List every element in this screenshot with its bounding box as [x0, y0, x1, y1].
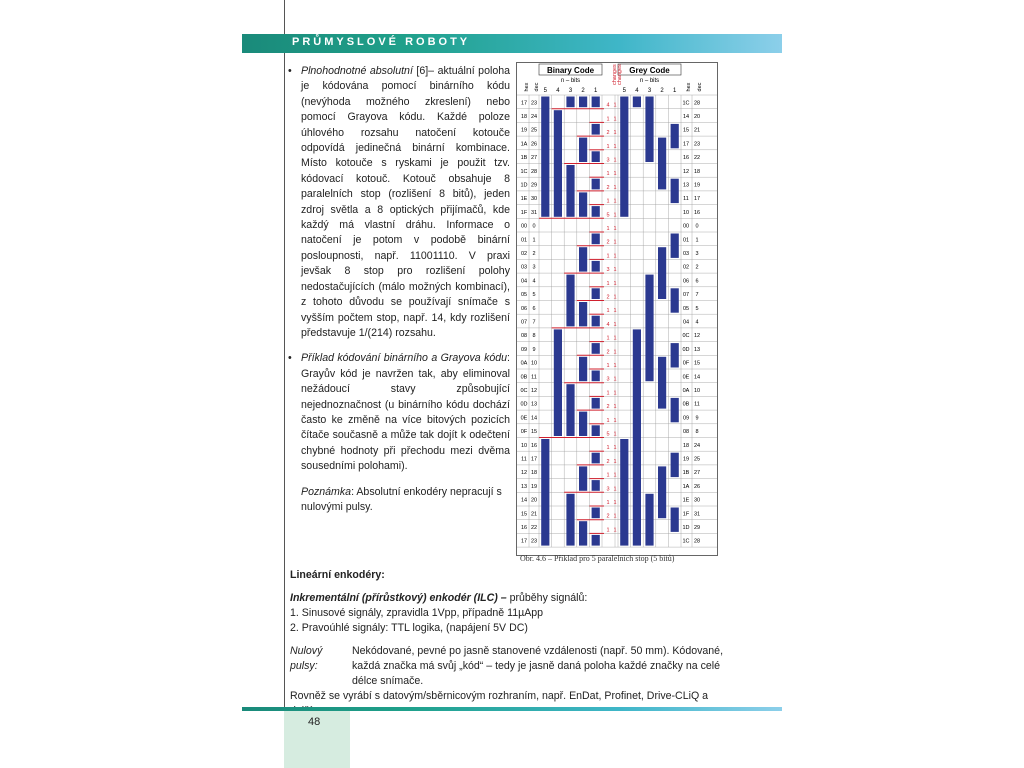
change-count: 5 — [606, 431, 610, 438]
hex-cell: 13 — [520, 483, 528, 490]
hex-cell: 0F — [682, 360, 690, 367]
dec-cell: 10 — [530, 360, 538, 367]
hex-cell: 14 — [682, 114, 690, 121]
grey-track-bar — [658, 466, 666, 518]
change-count: 1 — [613, 431, 617, 438]
hex-cell: 05 — [682, 305, 690, 312]
section-title: Lineární enkodéry: — [290, 569, 385, 581]
dec-cell: 14 — [530, 415, 538, 422]
change-count: 1 — [613, 527, 617, 534]
hex-cell: 11 — [683, 196, 689, 203]
figure-caption: Obr. 4.6 – Příklad pro 5 paralelních stop (5 bitů) — [520, 554, 675, 563]
dec-cell: 7 — [695, 292, 699, 299]
dec-cell: 0 — [532, 223, 536, 230]
change-count: 1 — [613, 171, 617, 178]
change-count: 1 — [613, 143, 617, 150]
change-count: 1 — [613, 239, 617, 246]
change-count: 1 — [613, 280, 617, 287]
change-count: 5 — [606, 212, 610, 219]
grey-track-bar — [671, 234, 679, 258]
dec-cell: 24 — [530, 114, 538, 121]
hex-cell: 1D — [682, 525, 690, 532]
binary-track-bar — [541, 97, 549, 217]
ilc-title: Inkrementální (přírůstkový) enkodér (ILC) – — [290, 592, 507, 604]
note-title: Poznámka — [301, 485, 352, 498]
hex-cell: 18 — [520, 114, 528, 121]
change-count: 1 — [613, 198, 617, 205]
binary-track-bar — [579, 138, 587, 162]
hex-header: hex — [686, 82, 692, 92]
hex-cell: 02 — [682, 264, 690, 271]
change-count: 1 — [606, 226, 610, 232]
hex-cell: 01 — [682, 237, 690, 244]
change-count: 1 — [613, 513, 617, 520]
binary-track-bar — [592, 288, 600, 299]
change-count: 1 — [606, 253, 610, 260]
change-count: 1 — [606, 417, 610, 424]
binary-track-bar — [592, 261, 600, 272]
bit-header: 5 — [543, 88, 547, 94]
dec-cell: 2 — [532, 251, 536, 258]
bit-header: 5 — [622, 88, 626, 94]
page-number: 48 — [308, 716, 321, 728]
dec-cell: 10 — [693, 388, 701, 395]
change-count: 2 — [606, 404, 610, 411]
bit-header: 3 — [647, 88, 652, 94]
p2-title: Příklad kódování binárního a Grayova kódu — [301, 352, 508, 365]
dec-cell: 4 — [532, 278, 536, 285]
change-count: 1 — [613, 184, 617, 191]
hex-cell: 0C — [682, 333, 690, 340]
hex-cell: 1E — [520, 196, 528, 203]
change-count: 1 — [606, 527, 610, 534]
grey-track-bar — [645, 97, 653, 163]
dec-cell: 17 — [693, 196, 701, 203]
binary-track-bar — [579, 247, 587, 271]
binary-track-bar — [554, 110, 562, 217]
dec-cell: 18 — [530, 470, 538, 477]
change-count: 1 — [613, 335, 617, 342]
grey-track-bar — [671, 124, 679, 148]
note — [288, 485, 510, 516]
dec-cell: 5 — [695, 305, 699, 312]
change-count: 1 — [613, 363, 617, 369]
hex-cell: 07 — [682, 292, 690, 299]
hex-cell: 15 — [520, 511, 528, 518]
binary-track-bar — [592, 480, 600, 491]
change-count: 1 — [613, 376, 617, 383]
dec-cell: 2 — [695, 264, 699, 271]
dec-cell: 15 — [530, 429, 538, 436]
dec-cell: 17 — [530, 456, 538, 463]
grey-track-bar — [671, 179, 679, 203]
p1-title: Plnohodnotné absolutní — [301, 65, 413, 77]
hex-cell: 1C — [682, 538, 690, 545]
change-count: 2 — [606, 184, 610, 191]
dec-cell: 11 — [531, 374, 537, 381]
change-count: 1 — [613, 226, 617, 232]
hex-cell: 0B — [520, 374, 528, 381]
change-count: 4 — [606, 321, 610, 328]
binary-track-bar — [592, 97, 600, 108]
dec-cell: 31 — [693, 511, 701, 518]
hex-cell: 1C — [682, 100, 690, 107]
binary-track-bar — [554, 329, 562, 436]
hex-cell: 0C — [520, 388, 528, 395]
hex-cell: 1B — [520, 155, 528, 162]
change-count: 1 — [613, 472, 617, 479]
hex-cell: 01 — [520, 237, 528, 244]
dec-cell: 21 — [530, 511, 538, 518]
dec-header: dec — [534, 82, 540, 92]
hex-cell: 04 — [520, 278, 528, 285]
hex-cell: 1A — [682, 483, 690, 490]
binary-track-bar — [579, 357, 587, 381]
bit-header: 2 — [660, 88, 664, 94]
page-header-title: PRŮMYSLOVÉ ROBOTY — [292, 36, 471, 48]
dec-cell: 23 — [693, 141, 701, 148]
dec-cell: 9 — [695, 415, 699, 422]
change-count: 4 — [606, 102, 610, 109]
hex-cell: 03 — [520, 264, 528, 271]
note-text: : Absolutní enkodéry nepracují s nulovými pulsy. — [301, 485, 502, 513]
binary-track-bar — [579, 192, 587, 216]
dec-cell: 28 — [693, 100, 701, 107]
change-count: 1 — [606, 143, 610, 150]
binary-track-bar — [592, 425, 600, 436]
hex-cell: 00 — [520, 223, 528, 230]
dec-cell: 8 — [695, 429, 699, 436]
change-count: 1 — [613, 390, 617, 397]
grey-track-bar — [658, 247, 666, 299]
hex-cell: 14 — [520, 497, 528, 504]
ilc-text: průběhy signálů: — [506, 592, 588, 604]
list-item: 2. Pravoúhlé signály: TTL logika, (napájení 5V DC) — [290, 622, 528, 634]
grey-track-bar — [658, 357, 666, 409]
dec-cell: 4 — [695, 319, 699, 326]
dec-cell: 14 — [693, 374, 701, 381]
dec-cell: 28 — [693, 538, 701, 545]
change-count: 1 — [613, 253, 617, 260]
hex-cell: 12 — [682, 168, 690, 175]
null-pulse-label: Nulový pulsy: — [290, 645, 323, 672]
binary-track-bar — [592, 453, 600, 464]
hex-cell: 11 — [521, 456, 527, 463]
change-count: 2 — [606, 239, 610, 246]
binary-track-bar — [566, 275, 574, 327]
encoder-figure — [516, 62, 718, 556]
change-count: 1 — [613, 157, 617, 164]
binary-track-bar — [579, 412, 587, 436]
hex-cell: 06 — [682, 278, 690, 285]
paragraph-absolute — [288, 64, 510, 341]
grey-track-bar — [671, 453, 679, 477]
change-count: 1 — [606, 280, 610, 287]
p2-text: : Grayův kód je navržen tak, aby eliminoval nežádoucí stavy způsobující nejednoznačnost (u binárního kódu dochází často ke změně na více bitových pozicích čítače současně a může tak dojít k odečtení chybné hodnoty při přechodu mezi dvěma sousedními polohami). — [301, 352, 510, 473]
dec-cell: 5 — [532, 292, 536, 299]
dec-cell: 27 — [693, 470, 701, 477]
binary-track-bar — [592, 398, 600, 409]
dec-cell: 31 — [530, 209, 538, 216]
hex-cell: 1F — [682, 511, 690, 518]
change-count: 1 — [606, 363, 610, 369]
dec-cell: 6 — [695, 278, 699, 285]
change-count: 1 — [613, 321, 617, 328]
dec-cell: 6 — [532, 305, 536, 312]
change-count: 3 — [606, 376, 610, 383]
dec-header: dec — [697, 82, 703, 92]
dec-cell: 21 — [693, 127, 701, 134]
binary-track-bar — [592, 151, 600, 162]
changes-header: changes — [617, 64, 623, 85]
grey-track-bar — [671, 398, 679, 422]
dec-cell: 20 — [530, 497, 538, 504]
bullet-icon: • — [288, 352, 292, 365]
binary-track-bar — [566, 494, 574, 546]
grey-track-bar — [658, 138, 666, 190]
grey-track-bar — [671, 508, 679, 532]
dec-cell: 7 — [532, 319, 536, 326]
null-pulse-text: Nekódované, pevné po jasně stanovené vzdálenosti (např. 50 mm). Kódované, každá značka má svůj „kód“ – tedy je jasně daná poloha každé značky na celé délce snímače. — [352, 645, 724, 687]
change-count: 1 — [606, 308, 610, 315]
hex-cell: 0F — [520, 429, 528, 436]
hex-cell: 10 — [682, 209, 690, 216]
grey-track-bar — [645, 494, 653, 546]
change-count: 1 — [613, 130, 617, 137]
dec-cell: 30 — [693, 497, 701, 504]
p1-text: [6]– aktuální poloha je kódována pomocí binárního kódu (nevýhoda možného zkreslení) nebo pomocí Grayova kódu. Každé poloze úhlového rozsahu natočení kotouče odpovídá jedinečná binární kombinace. Místo kotouče s ryskami je použit tzv. kódovací kotouč. Kotouč obsahuje 8 paralelních stop (rozlišení 8 bitů), jeden zdroj světla a 8 optických přijímačů, kde každý má vlastní dráhu. Informace o natočení je potom v podobě binární posloupnosti, např. 11001110. V praxi jevšak 8 stop pro rozlišení polohy nedostačujících (málo možných kombinací), z tohoto důvodu se používají snímače s vyšším počtem stop, např. 14, kdy rozlišení představuje 1/(214) rozsahu. — [301, 65, 510, 339]
binary-track-bar — [579, 97, 587, 108]
encoder-diagram — [517, 63, 717, 555]
interfaces-line: Rovněž se vyrábí s datovým/sběrnicovým rozhraním, např. EnDat, Profinet, Drive-CLiQ a — [290, 690, 709, 702]
dec-cell: 3 — [695, 251, 699, 258]
change-count: 1 — [606, 500, 610, 506]
hex-cell: 15 — [682, 127, 690, 134]
left-column — [288, 64, 510, 515]
hex-cell: 17 — [682, 141, 690, 148]
change-count: 1 — [613, 212, 617, 219]
dec-cell: 24 — [693, 442, 701, 449]
change-count: 1 — [613, 458, 617, 465]
hex-cell: 00 — [682, 223, 690, 230]
hex-cell: 1E — [682, 497, 690, 504]
dec-cell: 9 — [532, 346, 536, 353]
binary-track-bar — [579, 302, 587, 326]
dec-cell: 16 — [530, 442, 538, 449]
dec-cell: 8 — [532, 333, 536, 340]
dec-cell: 23 — [530, 100, 538, 107]
hex-cell: 02 — [520, 251, 528, 258]
grey-track-bar — [633, 329, 641, 545]
change-count: 1 — [606, 335, 610, 342]
hex-cell: 1C — [520, 168, 528, 175]
grey-track-bar — [633, 97, 641, 108]
grey-track-bar — [620, 439, 628, 546]
dec-cell: 13 — [530, 401, 538, 408]
hex-cell: 1F — [520, 209, 528, 216]
hex-cell: 0E — [520, 415, 528, 422]
change-count: 1 — [613, 486, 617, 493]
dec-cell: 13 — [693, 346, 701, 353]
grey-title: Grey Code — [629, 66, 670, 75]
dec-cell: 26 — [693, 483, 701, 490]
dec-cell: 25 — [530, 127, 538, 134]
hex-cell: 1D — [520, 182, 528, 189]
change-count: 1 — [613, 267, 617, 274]
hex-cell: 09 — [682, 415, 690, 422]
hex-cell: 05 — [520, 292, 528, 299]
dec-cell: 28 — [530, 168, 538, 175]
hex-cell: 12 — [520, 470, 528, 477]
hex-cell: 16 — [520, 525, 528, 532]
dec-cell: 30 — [530, 196, 538, 203]
paragraph-gray — [288, 351, 510, 474]
dec-cell: 20 — [693, 114, 701, 121]
bit-header: 1 — [594, 88, 598, 94]
bit-header: 4 — [556, 88, 560, 94]
change-count: 2 — [606, 513, 610, 520]
hex-cell: 03 — [682, 251, 690, 258]
hex-cell: 07 — [520, 319, 528, 326]
hex-cell: 08 — [682, 429, 690, 436]
dec-cell: 19 — [693, 182, 701, 189]
dec-cell: 22 — [530, 525, 538, 532]
ilc-line — [290, 591, 730, 606]
binary-track-bar — [592, 124, 600, 135]
hex-cell: 0B — [682, 401, 690, 408]
changes-header: changes — [612, 64, 618, 85]
dec-cell: 23 — [530, 538, 538, 545]
binary-track-bar — [592, 316, 600, 327]
hex-header: hex — [524, 82, 530, 92]
dec-cell: 16 — [693, 209, 701, 216]
change-count: 2 — [606, 458, 610, 465]
binary-track-bar — [592, 371, 600, 382]
change-count: 3 — [606, 267, 610, 274]
hex-cell: 19 — [520, 127, 528, 134]
change-count: 1 — [613, 417, 617, 424]
dec-cell: 12 — [693, 333, 701, 340]
dec-cell: 11 — [694, 401, 700, 408]
grey-track-bar — [620, 97, 628, 217]
binary-track-bar — [592, 206, 600, 217]
binary-track-bar — [566, 165, 574, 217]
binary-track-bar — [579, 521, 587, 545]
bottom-section — [290, 566, 730, 719]
page-rule — [284, 0, 285, 768]
bit-header: 4 — [635, 88, 639, 94]
hex-cell: 0D — [520, 401, 528, 408]
dec-cell: 29 — [693, 525, 701, 532]
bit-header: 2 — [581, 88, 585, 94]
change-count: 1 — [606, 198, 610, 205]
dec-cell: 26 — [530, 141, 538, 148]
change-count: 2 — [606, 349, 610, 356]
change-count: 1 — [613, 349, 617, 356]
hex-cell: 0E — [682, 374, 690, 381]
bit-header: 3 — [568, 88, 573, 94]
dec-cell: 25 — [693, 456, 701, 463]
hex-cell: 18 — [682, 442, 690, 449]
change-count: 1 — [606, 171, 610, 178]
binary-title: Binary Code — [546, 66, 595, 75]
null-pulse-row — [290, 644, 730, 689]
dec-cell: 15 — [693, 360, 701, 367]
hex-cell: 08 — [520, 333, 528, 340]
binary-track-bar — [541, 439, 549, 546]
change-count: 2 — [606, 130, 610, 137]
binary-track-bar — [592, 234, 600, 245]
hex-cell: 09 — [520, 346, 528, 353]
hex-cell: 17 — [520, 100, 528, 107]
dec-cell: 1 — [695, 237, 699, 244]
change-count: 1 — [606, 472, 610, 479]
dec-cell: 0 — [695, 223, 699, 230]
hex-cell: 13 — [682, 182, 690, 189]
bit-header: 1 — [673, 88, 677, 94]
nbits-label: n – bits — [560, 78, 581, 84]
list-item: 1. Sinusové signály, zpravidla 1Vpp, případně 11µApp — [290, 607, 544, 619]
binary-track-bar — [592, 179, 600, 190]
hex-cell: 0D — [682, 346, 690, 353]
hex-cell: 0A — [520, 360, 528, 367]
hex-cell: 1B — [682, 470, 690, 477]
dec-cell: 29 — [530, 182, 538, 189]
dec-cell: 3 — [532, 264, 536, 271]
dec-cell: 1 — [532, 237, 536, 244]
hex-cell: 10 — [520, 442, 528, 449]
grey-track-bar — [671, 343, 679, 367]
dec-cell: 22 — [693, 155, 701, 162]
hex-cell: 19 — [682, 456, 690, 463]
binary-track-bar — [579, 466, 587, 490]
change-count: 3 — [606, 486, 610, 493]
binary-track-bar — [592, 508, 600, 519]
change-count: 1 — [606, 445, 610, 452]
change-count: 1 — [606, 390, 610, 397]
dec-cell: 19 — [530, 483, 538, 490]
change-count: 3 — [606, 157, 610, 164]
grey-track-bar — [645, 275, 653, 382]
change-count: 1 — [613, 404, 617, 411]
nbits-label: n – bits — [639, 78, 660, 84]
hex-cell: 16 — [682, 155, 690, 162]
change-count: 1 — [613, 445, 617, 452]
hex-cell: 17 — [520, 538, 528, 545]
binary-track-bar — [566, 384, 574, 436]
dec-cell: 18 — [693, 168, 701, 175]
change-count: 1 — [613, 308, 617, 315]
change-count: 1 — [613, 102, 617, 109]
change-count: 1 — [606, 116, 610, 123]
change-count: 1 — [613, 500, 617, 506]
hex-cell: 0A — [682, 388, 690, 395]
binary-track-bar — [592, 535, 600, 546]
change-count: 1 — [613, 116, 617, 123]
hex-cell: 06 — [520, 305, 528, 312]
dec-cell: 12 — [530, 388, 538, 395]
hex-cell: 04 — [682, 319, 690, 326]
change-count: 1 — [613, 294, 617, 301]
dec-cell: 27 — [530, 155, 538, 162]
change-count: 2 — [606, 294, 610, 301]
grey-track-bar — [671, 288, 679, 312]
binary-track-bar — [592, 343, 600, 354]
bullet-icon: • — [288, 65, 292, 77]
binary-track-bar — [566, 97, 574, 108]
hex-cell: 1A — [520, 141, 528, 148]
